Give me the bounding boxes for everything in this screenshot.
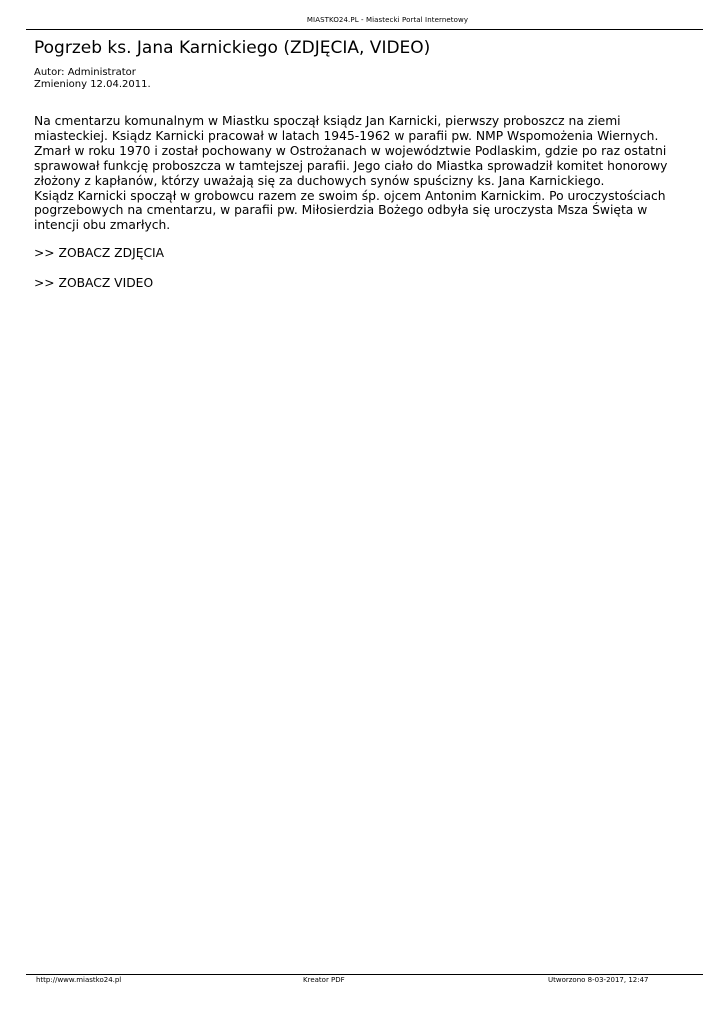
footer-url: http://www.miastko24.pl	[36, 976, 122, 984]
article-body	[34, 114, 674, 233]
author-line: Autor: Administrator	[34, 67, 136, 78]
article-paragraph-2: Ksiądz Karnicki spoczął w grobowcu razem ze swoim śp. ojcem Antonim Karnickim. Po uroczystościach pogrzebowych na cmentarzu, w parafii pw. Miłosierdzia Bożego odbyła się uroczysta Msza Święta w intencji obu zmarłych.	[34, 188, 666, 233]
footer-generator: Kreator PDF	[303, 976, 345, 984]
footer-created-date: Utworzono 8-03-2017, 12:47	[548, 976, 649, 984]
header-divider	[26, 29, 703, 30]
modified-date: Zmieniony 12.04.2011.	[34, 79, 151, 90]
page-header: MIASTKO24.PL - Miastecki Portal Internetowy	[306, 16, 469, 24]
article-title: Pogrzeb ks. Jana Karnickiego (ZDJĘCIA, VIDEO)	[34, 38, 431, 58]
see-photos-link[interactable]: >> ZOBACZ ZDJĘCIA	[34, 246, 165, 260]
article-paragraph-1: Na cmentarzu komunalnym w Miastku spoczął ksiądz Jan Karnicki, pierwszy proboszcz na ziemi miasteckiej. Ksiądz Karnicki pracował w latach 1945-1962 w parafii pw. NMP Wspomożenia Wiernych. Zmarł w roku 1970 i został pochowany w Ostrożanach w województwie Podlaskim, gdzie po raz ostatni sprawował funkcję proboszcza w tamtejszej parafii. Jego ciało do Miastka sprowadził komitet honorowy złożony z kapłanów, którzy uważają się za duchowych synów spuścizny ks. Jana Karnickiego.	[34, 114, 668, 188]
see-video-link[interactable]: >> ZOBACZ VIDEO	[34, 276, 154, 290]
article-meta	[34, 67, 151, 91]
